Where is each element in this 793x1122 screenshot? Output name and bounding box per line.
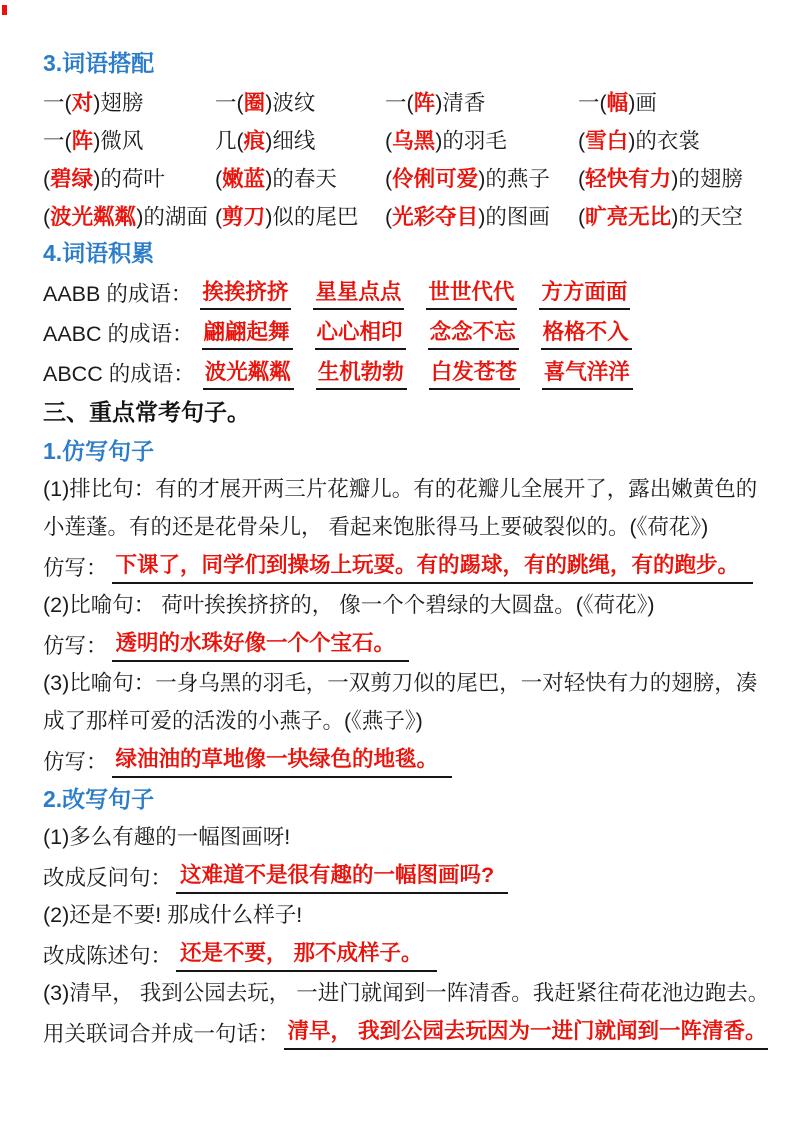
cell-text: )的天空 — [671, 204, 743, 229]
question-text: (2)比喻句： 荷叶挨挨挤挤的， 像一个个碧绿的大圆盘。(《荷花》) — [43, 593, 655, 617]
answer-blank: 透明的水珠好像一个个宝石。 — [112, 626, 410, 662]
collocation-row-3 — [43, 158, 768, 196]
idiom-pattern-label: AABC 的成语： — [43, 321, 194, 346]
red-corner-mark — [2, 5, 7, 15]
collocation-cell — [215, 86, 385, 117]
answer-line — [43, 740, 768, 780]
answer-blank: 清早， 我到公园去玩因为一进门就闻到一阵清香。 — [284, 1014, 768, 1050]
cell-text: 一( — [385, 90, 414, 115]
collocation-cell — [385, 200, 578, 231]
idiom-answer: 挨挨挤挤 — [200, 275, 291, 310]
cell-text: )的衣裳 — [628, 128, 700, 153]
section-title-word-collocation: 3.词语搭配 — [43, 50, 155, 76]
collocation-cell — [385, 86, 578, 117]
idiom-answer: 世世代代 — [426, 275, 517, 310]
cell-text: )似的尾巴 — [265, 204, 359, 229]
answer-blank: 还是不要， 那不成样子。 — [176, 936, 436, 972]
cell-text: ( — [578, 166, 586, 191]
collocation-cell — [43, 200, 215, 231]
blank-answer: 圈 — [243, 90, 266, 115]
blank-answer: 轻快有力 — [585, 166, 672, 191]
subsection-title-rewrite: 2.改写句子 — [43, 786, 155, 812]
question-text: (1)多么有趣的一幅图画呀! — [43, 825, 291, 849]
cell-text: )的春天 — [265, 166, 337, 191]
collocation-cell — [215, 124, 385, 155]
cell-text: ( — [385, 204, 393, 229]
blank-answer: 痕 — [243, 128, 266, 153]
collocation-cell — [43, 124, 215, 155]
answer-label: 用关联词合并成一句话： — [43, 1021, 280, 1046]
cell-text: ( — [578, 204, 586, 229]
cell-text: 几( — [215, 128, 244, 153]
cell-text: )翅膀 — [93, 90, 144, 115]
blank-answer: 雪白 — [585, 128, 629, 153]
cell-text: )的羽毛 — [435, 128, 507, 153]
idiom-answer: 翩翩起舞 — [202, 315, 293, 350]
cell-text: )波纹 — [265, 90, 316, 115]
blank-answer: 波光粼粼 — [50, 204, 137, 229]
idiom-answer: 念念不忘 — [428, 315, 519, 350]
question-text: (3)比喻句：一身乌黑的羽毛，一双剪刀似的尾巴，一对轻快有力的翅膀，凑成了那样可爱的活泼的小燕子。(《燕子》) — [43, 671, 758, 733]
cell-text: ( — [215, 204, 223, 229]
collocation-row-1 — [43, 82, 768, 120]
cell-text: ( — [43, 204, 51, 229]
collocation-row-2 — [43, 120, 768, 158]
collocation-cell — [43, 86, 215, 117]
idiom-pattern-label: ABCC 的成语： — [43, 361, 195, 386]
idiom-row-aabb — [43, 272, 768, 312]
blank-answer: 乌黑 — [392, 128, 436, 153]
answer-blank: 下课了，同学们到操场上玩耍。有的踢球，有的跳绳，有的跑步。 — [112, 548, 754, 584]
collocation-cell — [385, 162, 578, 193]
cell-text: )的翅膀 — [671, 166, 743, 191]
blank-answer: 阵 — [71, 128, 94, 153]
idiom-answer: 方方面面 — [539, 275, 630, 310]
answer-label: 仿写： — [43, 555, 108, 580]
cell-text: )的湖面 — [136, 204, 208, 229]
blank-answer: 旷亮无比 — [585, 204, 672, 229]
answer-label: 改成陈述句： — [43, 943, 173, 968]
cell-text: ( — [43, 166, 51, 191]
cell-text: )细线 — [265, 128, 316, 153]
cell-text: 一( — [215, 90, 244, 115]
collocation-row-4 — [43, 196, 768, 234]
subsection-title-imitate: 1.仿写句子 — [43, 438, 155, 464]
collocation-cell — [215, 162, 385, 193]
blank-answer: 嫩蓝 — [222, 166, 266, 191]
collocation-cell — [578, 86, 768, 117]
answer-line — [43, 934, 768, 974]
idiom-answer: 喜气洋洋 — [542, 355, 633, 390]
blank-answer: 剪刀 — [222, 204, 266, 229]
cell-text: ( — [385, 128, 393, 153]
cell-text: ( — [215, 166, 223, 191]
idiom-answer: 心心相印 — [315, 315, 406, 350]
collocation-cell — [43, 162, 215, 193]
idiom-row-abcc — [43, 352, 768, 392]
idiom-answer: 白发苍苍 — [429, 355, 520, 390]
answer-blank: 这难道不是很有趣的一幅图画吗? — [176, 858, 508, 894]
idiom-row-aabc — [43, 312, 768, 352]
question-text: (2)还是不要! 那成什么样子! — [43, 903, 303, 927]
blank-answer: 幅 — [606, 90, 629, 115]
answer-line — [43, 856, 768, 896]
cell-text: ( — [578, 128, 586, 153]
answer-label: 仿写： — [43, 749, 108, 774]
collocation-cell — [215, 200, 385, 231]
collocation-cell — [578, 162, 768, 193]
answer-label: 仿写： — [43, 633, 108, 658]
answer-label: 改成反问句： — [43, 865, 173, 890]
collocation-cell — [578, 124, 768, 155]
blank-answer: 伶俐可爱 — [392, 166, 479, 191]
idiom-pattern-label: AABB 的成语： — [43, 281, 193, 306]
idiom-answer: 生机勃勃 — [316, 355, 407, 390]
worksheet-content — [43, 44, 768, 1052]
cell-text: )清香 — [435, 90, 486, 115]
answer-line — [43, 624, 768, 664]
blank-answer: 碧绿 — [50, 166, 94, 191]
blank-answer: 对 — [71, 90, 94, 115]
cell-text: 一( — [43, 128, 72, 153]
cell-text: )的燕子 — [478, 166, 550, 191]
cell-text: 一( — [578, 90, 607, 115]
cell-text: 一( — [43, 90, 72, 115]
cell-text: )的荷叶 — [93, 166, 165, 191]
blank-answer: 光彩夺目 — [392, 204, 479, 229]
question-text: (1)排比句：有的才展开两三片花瓣儿。有的花瓣儿全展开了，露出嫩黄色的小莲蓬。有的还是花骨朵儿， 看起来饱胀得马上要破裂似的。(《荷花》) — [43, 477, 758, 539]
section-title-word-accumulation: 4.词语积累 — [43, 240, 155, 266]
idiom-answer: 星星点点 — [313, 275, 404, 310]
idiom-answer: 格格不入 — [541, 315, 632, 350]
cell-text: ( — [385, 166, 393, 191]
cell-text: )的图画 — [478, 204, 550, 229]
question-text: (3)清早， 我到公园去玩， 一进门就闻到一阵清香。我赶紧往荷花池边跑去。 — [43, 981, 770, 1005]
section-title-key-sentences: 三、重点常考句子。 — [43, 399, 250, 425]
cell-text: )画 — [628, 90, 657, 115]
idiom-answer: 波光粼粼 — [203, 355, 294, 390]
blank-answer: 阵 — [413, 90, 436, 115]
cell-text: )微风 — [93, 128, 144, 153]
answer-line — [43, 1012, 768, 1052]
collocation-cell — [578, 200, 768, 231]
answer-line — [43, 546, 768, 586]
collocation-cell — [385, 124, 578, 155]
answer-blank: 绿油油的草地像一块绿色的地毯。 — [112, 742, 453, 778]
